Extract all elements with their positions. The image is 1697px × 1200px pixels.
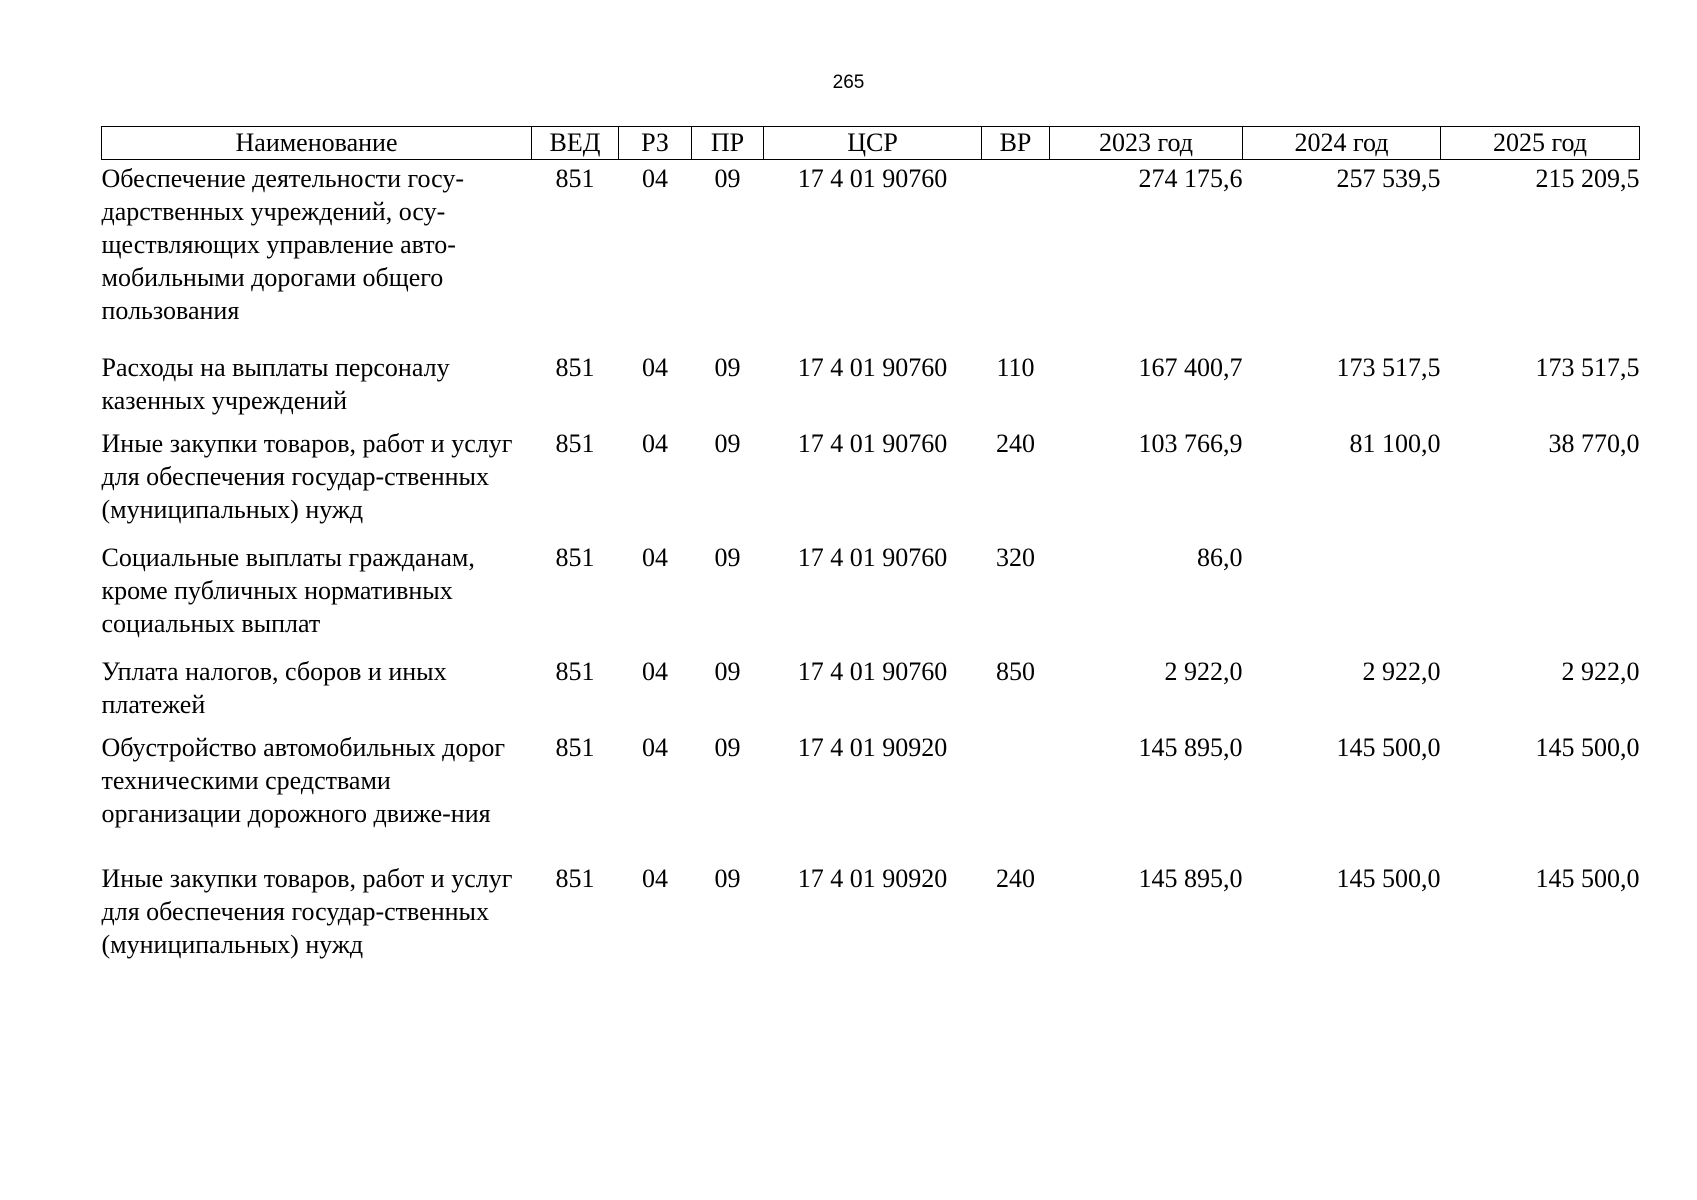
row-2024: 2 922,0 <box>1362 656 1441 686</box>
header-2023: 2023 год <box>1050 127 1243 160</box>
row-csr: 17 4 01 90760 <box>797 352 948 382</box>
header-ved: ВЕД <box>532 127 619 160</box>
row-name: Расходы на выплаты персоналу казенных учреждений <box>101 352 450 415</box>
row-ved: 851 <box>555 732 595 762</box>
row-2023: 167 400,7 <box>1138 352 1243 382</box>
row-rz: 04 <box>642 863 668 893</box>
budget-table <box>101 126 1640 976</box>
row-rz: 04 <box>642 352 668 382</box>
row-2023: 103 766,9 <box>1138 428 1243 458</box>
row-rz: 04 <box>642 656 668 686</box>
header-2025: 2025 год <box>1441 127 1640 160</box>
row-rz: 04 <box>642 428 668 458</box>
row-vr: 240 <box>996 863 1035 893</box>
row-2023: 274 175,6 <box>1138 164 1243 193</box>
table-row <box>102 655 1640 731</box>
row-ved: 851 <box>555 352 595 382</box>
header-csr: ЦСР <box>764 127 982 160</box>
header-rz: РЗ <box>619 127 692 160</box>
row-pr: 09 <box>714 542 741 572</box>
row-pr: 09 <box>714 863 741 893</box>
row-vr: 240 <box>996 428 1035 458</box>
row-2025: 2 922,0 <box>1561 656 1640 686</box>
row-2025: 215 209,5 <box>1535 164 1640 193</box>
page-number: 265 <box>832 72 865 93</box>
row-rz: 04 <box>642 732 668 762</box>
row-2025: 145 500,0 <box>1535 863 1640 893</box>
table-body <box>102 160 1640 976</box>
row-vr <box>982 731 1050 862</box>
row-2024: 145 500,0 <box>1336 863 1441 893</box>
row-vr: 110 <box>996 352 1035 382</box>
header-name: Наименование <box>102 127 532 160</box>
row-2025: 173 517,5 <box>1535 352 1640 382</box>
row-pr: 09 <box>714 428 741 458</box>
row-name: Обустройство автомобильных дорог техническими средствами организации дорожного движе-ния <box>101 732 506 828</box>
row-2025: 38 770,0 <box>1548 428 1640 458</box>
row-name: Обеспечение деятельности госу-дарственных учреждений, осу-ществляющих управление авто-мобильными дорогами общего пользования <box>101 164 465 325</box>
table-row <box>102 731 1640 862</box>
table-row <box>102 427 1640 541</box>
row-vr: 850 <box>996 656 1035 686</box>
row-2024 <box>1243 541 1441 655</box>
row-name: Иные закупки товаров, работ и услуг для обеспечения государ-ственных (муниципальных) нужд <box>101 863 513 959</box>
row-csr: 17 4 01 90920 <box>797 732 948 762</box>
row-pr: 09 <box>714 732 741 762</box>
row-2024: 173 517,5 <box>1336 352 1441 382</box>
row-pr: 09 <box>714 656 741 686</box>
row-2023: 86,0 <box>1197 542 1243 572</box>
row-2023: 145 895,0 <box>1138 732 1243 762</box>
row-csr: 17 4 01 90760 <box>797 542 948 572</box>
row-name: Социальные выплаты гражданам, кроме публичных нормативных социальных выплат <box>101 542 475 638</box>
row-2023: 145 895,0 <box>1138 863 1243 893</box>
header-row <box>102 127 1640 160</box>
row-csr: 17 4 01 90760 <box>797 428 948 458</box>
header-vr: ВР <box>982 127 1050 160</box>
table-row <box>102 160 1640 351</box>
table-row <box>102 541 1640 655</box>
header-pr: ПР <box>692 127 764 160</box>
row-vr: 320 <box>996 542 1035 572</box>
header-2024: 2024 год <box>1243 127 1441 160</box>
row-2023: 2 922,0 <box>1164 656 1243 686</box>
row-2024: 81 100,0 <box>1349 428 1441 458</box>
row-ved: 851 <box>555 428 595 458</box>
row-csr: 17 4 01 90760 <box>797 164 948 193</box>
table-header <box>102 127 1640 160</box>
row-rz: 04 <box>642 164 668 193</box>
row-rz: 04 <box>642 542 668 572</box>
row-ved: 851 <box>555 542 595 572</box>
row-vr <box>982 160 1050 351</box>
row-csr: 17 4 01 90760 <box>797 656 948 686</box>
row-name: Уплата налогов, сборов и иных платежей <box>101 656 447 719</box>
row-csr: 17 4 01 90920 <box>797 863 948 893</box>
table-row <box>102 862 1640 976</box>
row-2025: 145 500,0 <box>1535 732 1640 762</box>
row-ved: 851 <box>555 863 595 893</box>
row-ved: 851 <box>555 164 595 193</box>
row-pr: 09 <box>714 352 741 382</box>
row-2024: 257 539,5 <box>1336 164 1441 193</box>
row-2024: 145 500,0 <box>1336 732 1441 762</box>
row-2025 <box>1441 541 1640 655</box>
row-pr: 09 <box>714 164 741 193</box>
row-name: Иные закупки товаров, работ и услуг для обеспечения государ-ственных (муниципальных) нужд <box>101 428 513 524</box>
row-ved: 851 <box>555 656 595 686</box>
table-row <box>102 351 1640 427</box>
